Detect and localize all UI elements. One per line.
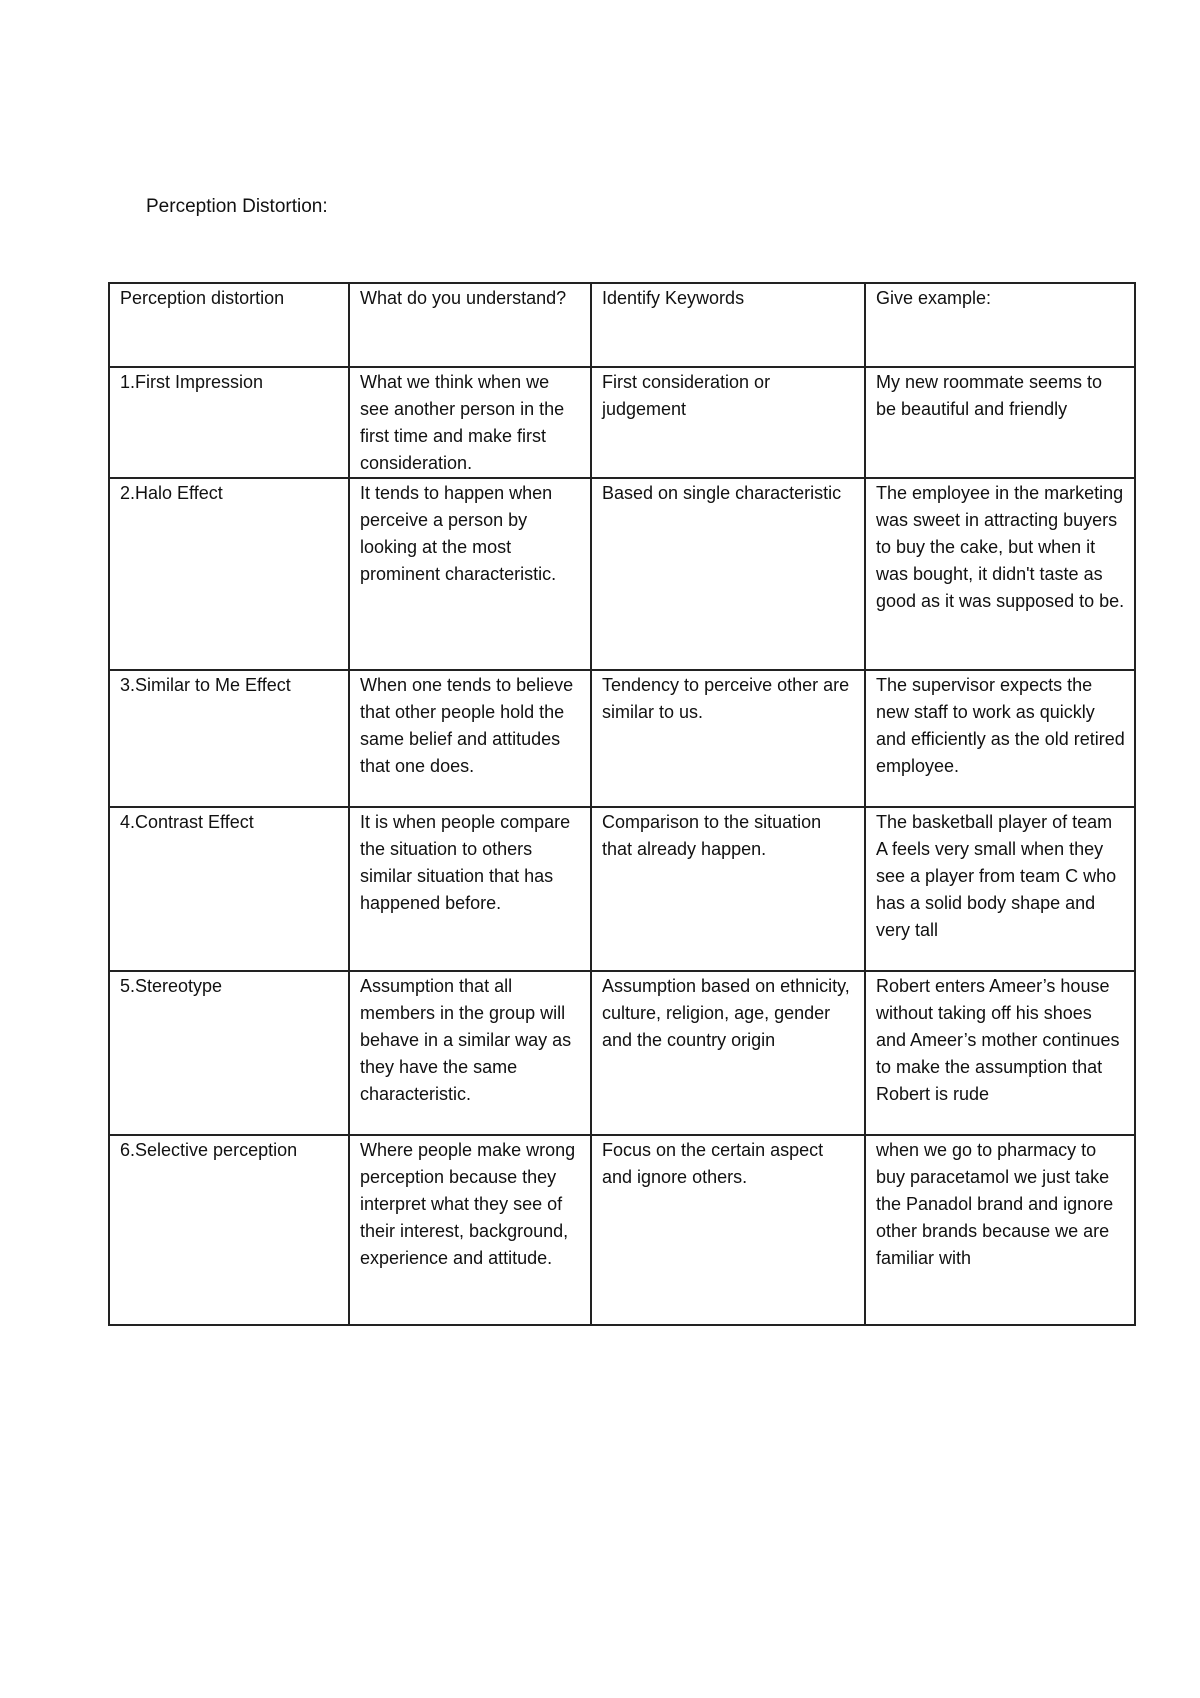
table-row	[109, 670, 1135, 807]
header-cell: Identify Keywords	[591, 283, 865, 367]
understand-cell: Assumption that all members in the group will behave in a similar way as they have the same characteristic.	[349, 971, 591, 1135]
understand-cell: It is when people compare the situation to others similar situation that has happened before.	[349, 807, 591, 971]
document-title: Perception Distortion:	[146, 196, 328, 217]
header-cell: Give example:	[865, 283, 1135, 367]
understand-cell: It tends to happen when perceive a person by looking at the most prominent characteristic.	[349, 478, 591, 670]
example-cell: My new roommate seems to be beautiful and friendly	[865, 367, 1135, 478]
table-header-row	[109, 283, 1135, 367]
keywords-cell: Based on single characteristic	[591, 478, 865, 670]
distortion-cell: 1.First Impression	[109, 367, 349, 478]
distortion-cell: 4.Contrast Effect	[109, 807, 349, 971]
table-row	[109, 478, 1135, 670]
example-cell: when we go to pharmacy to buy paracetamol we just take the Panadol brand and ignore other brands because we are familiar with	[865, 1135, 1135, 1325]
distortion-cell: 2.Halo Effect	[109, 478, 349, 670]
keywords-cell: Tendency to perceive other are similar to us.	[591, 670, 865, 807]
header-cell: Perception distortion	[109, 283, 349, 367]
distortion-cell: 5.Stereotype	[109, 971, 349, 1135]
table-row	[109, 807, 1135, 971]
distortion-cell: 3.Similar to Me Effect	[109, 670, 349, 807]
keywords-cell: Focus on the certain aspect and ignore others.	[591, 1135, 865, 1325]
keywords-cell: First consideration or judgement	[591, 367, 865, 478]
keywords-cell: Assumption based on ethnicity, culture, religion, age, gender and the country origin	[591, 971, 865, 1135]
example-cell: Robert enters Ameer’s house without taking off his shoes and Ameer’s mother continues to make the assumption that Robert is rude	[865, 971, 1135, 1135]
understand-cell: When one tends to believe that other people hold the same belief and attitudes that one does.	[349, 670, 591, 807]
distortion-cell: 6.Selective perception	[109, 1135, 349, 1325]
table-row	[109, 367, 1135, 478]
keywords-cell: Comparison to the situation that already happen.	[591, 807, 865, 971]
perception-distortion-table	[108, 282, 1136, 1326]
understand-cell: What we think when we see another person in the first time and make first consideration.	[349, 367, 591, 478]
table-row	[109, 971, 1135, 1135]
table-row	[109, 1135, 1135, 1325]
example-cell: The employee in the marketing was sweet in attracting buyers to buy the cake, but when it was bought, it didn't taste as good as it was supposed to be.	[865, 478, 1135, 670]
understand-cell: Where people make wrong perception because they interpret what they see of their interest, background, experience and attitude.	[349, 1135, 591, 1325]
header-cell: What do you understand?	[349, 283, 591, 367]
example-cell: The supervisor expects the new staff to work as quickly and efficiently as the old retired employee.	[865, 670, 1135, 807]
example-cell: The basketball player of team A feels very small when they see a player from team C who has a solid body shape and very tall	[865, 807, 1135, 971]
